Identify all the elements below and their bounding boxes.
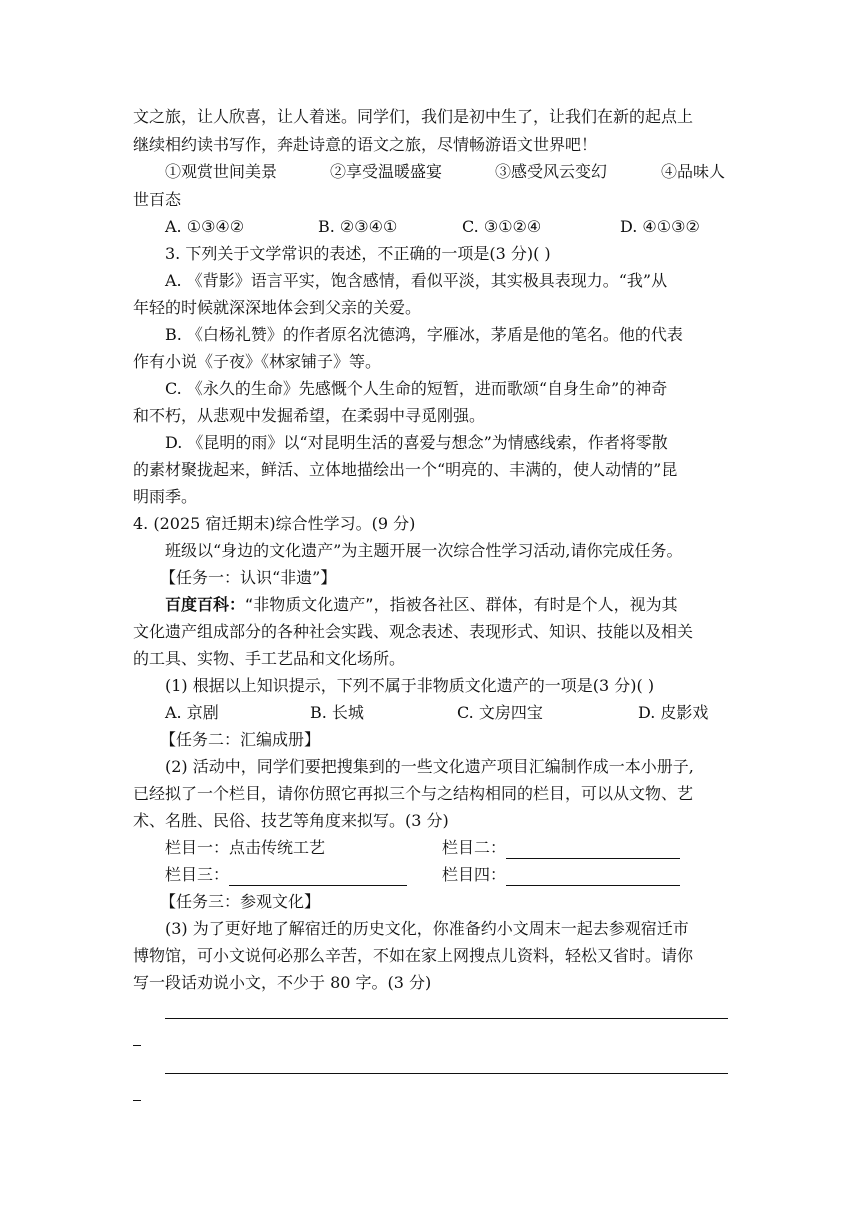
sub-question-2-line-2: 已经拟了一个栏目，请你仿照它再拟三个与之结构相同的栏目，可以从文物、艺 bbox=[133, 784, 694, 803]
intro-line-1: 文之旅，让人欣喜，让人着迷。同学们，我们是初中生了，让我们在新的起点上 bbox=[133, 107, 694, 126]
q3-b-line-2: 作有小说《子夜》《林家铺子》等。 bbox=[133, 352, 382, 371]
answer-line-1-tail bbox=[133, 1045, 141, 1046]
sub1-choice-c: C. 文房四宝 bbox=[457, 703, 543, 722]
column-3-blank[interactable] bbox=[229, 867, 407, 886]
column-4 bbox=[442, 864, 680, 886]
baike-text-1: “非物质文化遗产”，指被各社区、群体，有时是个人，视为其 bbox=[245, 595, 678, 614]
answer-line-2-tail bbox=[133, 1100, 141, 1101]
column-3-label: 栏目三： bbox=[165, 865, 230, 884]
q3-d-line-3: 明雨季。 bbox=[133, 487, 198, 506]
column-2-label: 栏目二： bbox=[442, 838, 507, 857]
sub1-choice-d: D. 皮影戏 bbox=[638, 703, 709, 722]
q2-option-3: ③感受风云变幻 bbox=[495, 162, 608, 181]
column-1-label: 栏目一： bbox=[165, 838, 230, 857]
sub-question-3-line-2: 博物馆，可小文说何必那么辛苦，不如在家上网搜点儿资料，轻松又省时。请你 bbox=[133, 946, 694, 965]
task-3-heading: 【任务三：参观文化】 bbox=[160, 892, 321, 911]
task-1-heading: 【任务一：认识“非遗”】 bbox=[160, 568, 337, 587]
sub-question-3-line-3: 写一段话劝说小文，不少于 80 字。(3 分) bbox=[133, 973, 432, 992]
q3-stem: 3. 下列关于文学常识的表述，不正确的一项是(3 分)( ) bbox=[165, 244, 551, 263]
column-2-blank[interactable] bbox=[506, 840, 680, 859]
q2-choice-d: D. ④①③② bbox=[620, 217, 700, 236]
column-2 bbox=[442, 837, 680, 859]
task-2-heading: 【任务二：汇编成册】 bbox=[160, 730, 321, 749]
q3-a-line-2: 年轻的时候就深深地体会到父亲的关爱。 bbox=[133, 298, 422, 317]
sub1-choice-b: B. 长城 bbox=[310, 703, 364, 722]
q3-c-line-2: 和不朽，从悲观中发掘希望，在柔弱中寻觅刚强。 bbox=[133, 406, 486, 425]
q2-option-2: ②享受温暖盛宴 bbox=[330, 162, 443, 181]
q3-d-line-2: 的素材聚拢起来，鲜活、立体地描绘出一个“明亮的、丰满的，使人动情的”昆 bbox=[133, 460, 678, 479]
q2-option-1: ①观赏世间美景 bbox=[165, 162, 278, 181]
column-1 bbox=[165, 837, 325, 859]
q2-choice-a: A. ①③④② bbox=[165, 217, 245, 236]
q3-b-line-1: B. 《白杨礼赞》的作者原名沈德鸿，字雁冰，茅盾是他的笔名。他的代表 bbox=[165, 325, 683, 344]
q4-intro: 班级以“身边的文化遗产”为主题开展一次综合性学习活动,请你完成任务。 bbox=[165, 541, 683, 560]
q4-stem: 4. (2025 宿迁期末)综合性学习。(9 分) bbox=[133, 514, 416, 533]
q3-d-line-1: D. 《昆明的雨》以“对昆明生活的喜爱与想念”为情感线索，作者将零散 bbox=[165, 433, 668, 452]
baike-line-1 bbox=[165, 594, 678, 616]
q2-choice-b: B. ②③④① bbox=[318, 217, 398, 236]
sub1-choice-a: A. 京剧 bbox=[165, 703, 219, 722]
sub-question-1: (1) 根据以上知识提示，下列不属于非物质文化遗产的一项是(3 分)( ) bbox=[165, 676, 655, 695]
q3-a-line-1: A. 《背影》语言平实，饱含感情，看似平淡，其实极具表现力。“我”从 bbox=[165, 271, 668, 290]
baike-line-2: 文化遗产组成部分的各种社会实践、观念表述、表现形式、知识、技能以及相关 bbox=[133, 622, 694, 641]
column-4-label: 栏目四： bbox=[442, 865, 507, 884]
answer-line-1[interactable] bbox=[165, 1018, 728, 1019]
baike-label: 百度百科： bbox=[165, 595, 246, 614]
column-1-value: 点击传统工艺 bbox=[229, 838, 326, 857]
column-3 bbox=[165, 864, 407, 886]
answer-line-2[interactable] bbox=[165, 1073, 728, 1074]
baike-line-3: 的工具、实物、手工艺品和文化场所。 bbox=[133, 649, 406, 668]
column-4-blank[interactable] bbox=[506, 867, 680, 886]
sub-question-3-line-1: (3) 为了更好地了解宿迁的历史文化，你准备约小文周末一起去参观宿迁市 bbox=[165, 919, 689, 938]
q2-option-4-cont: 世百态 bbox=[133, 190, 182, 209]
intro-line-2: 继续相约读书写作，奔赴诗意的语文之旅，尽情畅游语文世界吧！ bbox=[133, 135, 598, 154]
q2-option-4: ④品味人 bbox=[661, 162, 726, 181]
q3-c-line-1: C. 《永久的生命》先感慨个人生命的短暂，进而歌颂“自身生命”的神奇 bbox=[165, 379, 668, 398]
sub-question-2-line-3: 术、名胜、民俗、技艺等角度来拟写。(3 分) bbox=[133, 811, 449, 830]
sub-question-2-line-1: (2) 活动中，同学们要把搜集到的一些文化遗产项目汇编制作成一本小册子, bbox=[165, 757, 694, 776]
q2-choice-c: C. ③①②④ bbox=[462, 217, 542, 236]
